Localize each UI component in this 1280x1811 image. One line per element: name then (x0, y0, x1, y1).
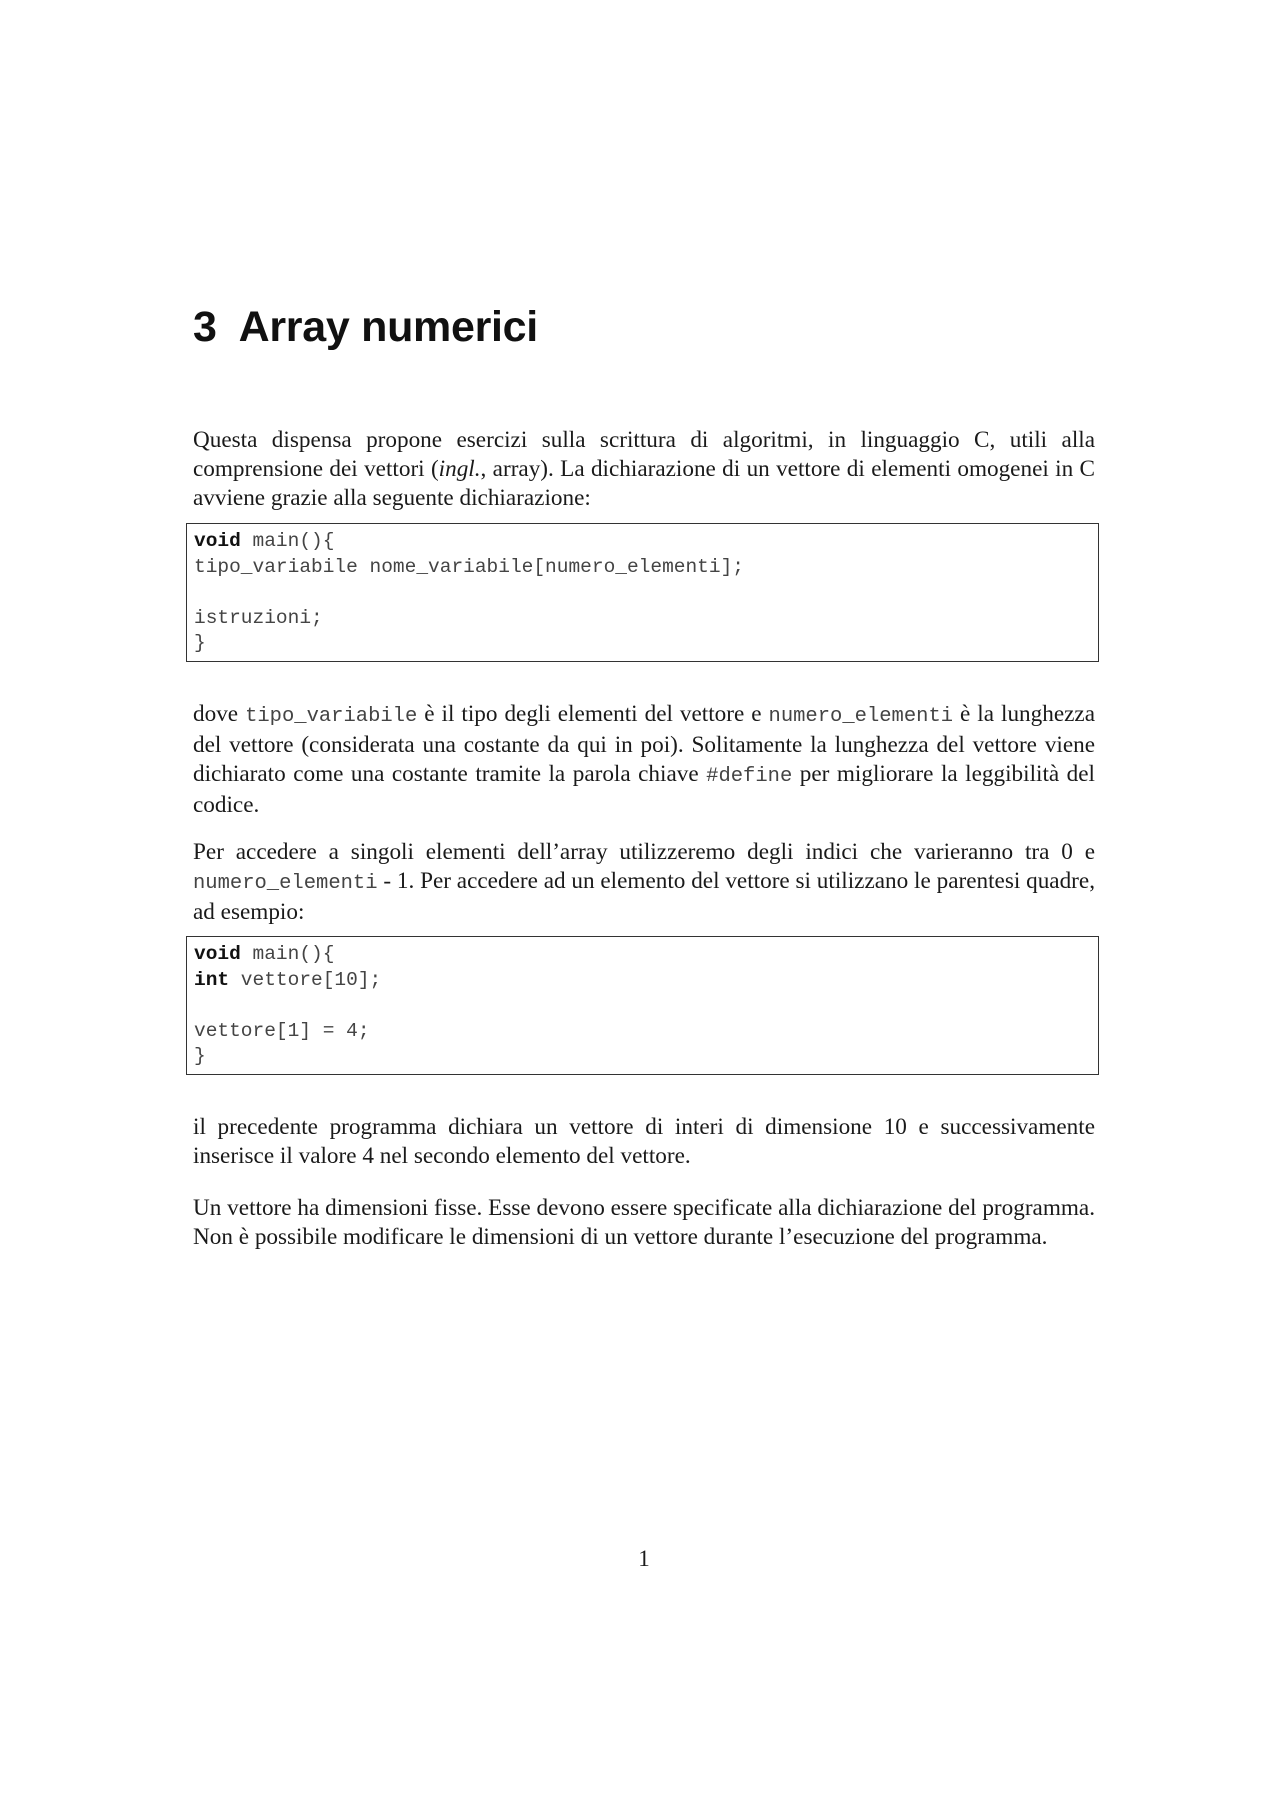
inline-number: 10 (883, 1114, 907, 1140)
para3-text: - 1. Per accedere ad un elemento del vettore si utilizzano le parentesi quadre, ad esempio: (193, 868, 1095, 925)
intro-text-2: , array). La dichiarazione di un vettore di elementi omogenei in C avviene grazie alla seguente dichiarazione: (193, 456, 1095, 511)
code-line: tipo_variabile nome_variabile[numero_elementi]; (194, 555, 744, 578)
intro-paragraph-block (193, 426, 1095, 513)
code-line: } (194, 632, 206, 655)
code-line (194, 529, 1092, 555)
code-keyword: void (194, 530, 241, 552)
intro-italic: ingl. (438, 456, 481, 482)
code-keyword: void (194, 943, 241, 965)
section-heading (193, 303, 538, 352)
intro-text-1: Questa dispensa propone esercizi sulla scrittura di algoritmi, in linguaggio C, utili alla comprensione dei vettori ( (193, 427, 1095, 482)
code-text: vettore[10]; (229, 968, 382, 991)
code-line-blank (194, 993, 1092, 1019)
inline-number: 0 (1061, 839, 1073, 865)
paragraph-4-block (193, 1113, 1095, 1171)
code-line: istruzioni; (194, 606, 323, 629)
para3-text: e (1072, 839, 1095, 865)
code-line: } (194, 1045, 206, 1068)
code-line (194, 968, 1092, 994)
paragraph-5: Un vettore ha dimensioni fisse. Esse devono essere specificate alla dichiarazione del programma. Non è possibile modificare le dimensioni di un vettore durante l’esecuzione del programma. (193, 1195, 1095, 1250)
para2-text: dove (193, 701, 246, 727)
para3-text: Per accedere a singoli elementi dell’array utilizzeremo degli indici che varieranno tra (193, 839, 1062, 865)
code-line (194, 942, 1092, 968)
inline-code: numero_elementi (768, 705, 954, 728)
code-line: vettore[1] = 4; (194, 1019, 370, 1042)
paragraph-2 (193, 700, 1095, 820)
code-block-example (186, 936, 1099, 1075)
inline-number: 4 (362, 1143, 374, 1169)
para2-text: è il tipo degli elementi del vettore e (417, 701, 769, 727)
intro-paragraph (193, 426, 1095, 513)
para4-text: nel secondo elemento del vettore. (373, 1143, 691, 1169)
paragraph-5-block (193, 1194, 1095, 1252)
section-number: 3 (193, 303, 217, 351)
para4-text: il precedente programma dichiara un vettore di interi di dimensione (193, 1114, 884, 1140)
code-block-declaration (186, 523, 1099, 662)
paragraph-3-block (193, 838, 1095, 927)
para2-text: è la lunghezza del vettore (considerata una costante da qui in poi). Solitamente la lunghezza del vettore viene dichiarato come una costante tramite la parola chiave (193, 701, 1096, 787)
inline-code: numero_elementi (193, 872, 378, 895)
para2-text: per migliorare la leggibilità del codice. (193, 761, 1096, 818)
code-text: main(){ (240, 530, 335, 552)
page-number: 1 (638, 1546, 650, 1571)
code-text: main(){ (240, 943, 335, 965)
paragraph-2-block (193, 700, 1095, 820)
paragraph-3 (193, 838, 1095, 927)
code-keyword: int (194, 968, 230, 991)
section-title-text: Array numerici (238, 303, 538, 351)
paragraph-4 (193, 1113, 1095, 1171)
inline-code: tipo_variabile (245, 705, 418, 728)
code-line-blank (194, 580, 1092, 606)
inline-code: #define (706, 765, 793, 788)
para4-text: e successivamente inserisce il valore (193, 1114, 1095, 1169)
